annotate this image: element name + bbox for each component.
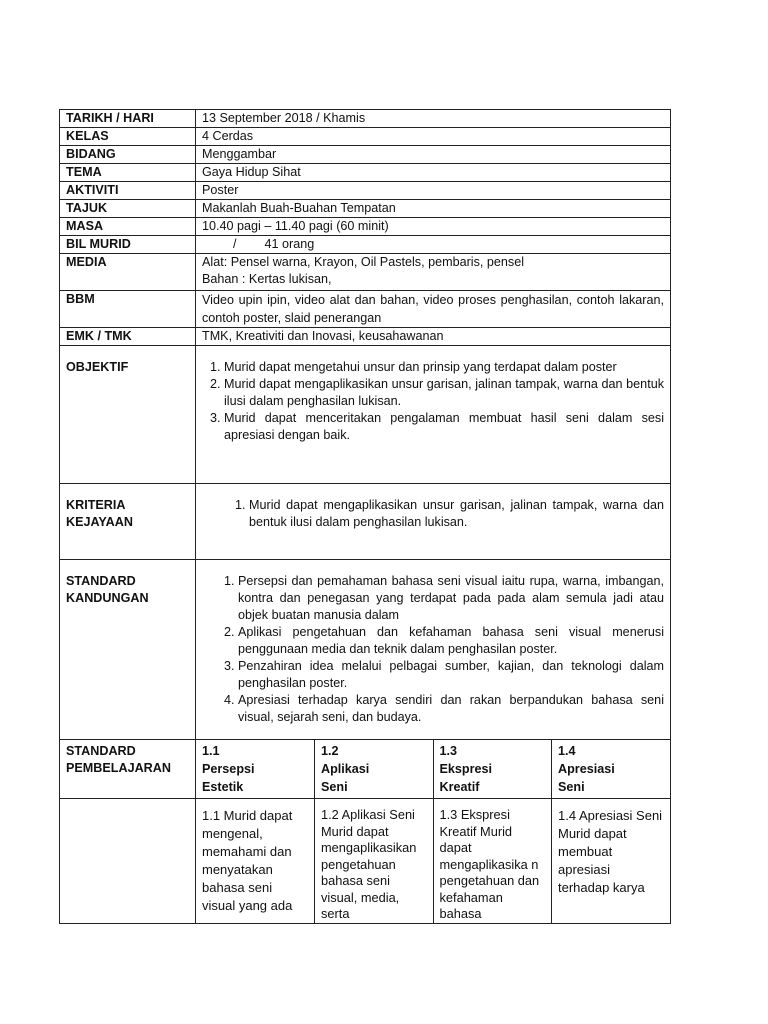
objektif-item: 3. Murid dapat menceritakan pengalaman membuat hasil seni dalam sesi apresiasi dengan baik. xyxy=(224,410,664,444)
sp-head-3 xyxy=(433,740,552,798)
value-kriteria xyxy=(196,484,671,560)
sp-body-2 xyxy=(315,799,434,923)
objektif-item: 2. Murid dapat mengaplikasikan unsur garisan, jalinan tampak, warna dan bentuk ilusi dalam penghasilan lukisan. xyxy=(224,376,664,410)
row-standard-pembelajaran-body xyxy=(60,799,671,924)
sk-item: 2. Aplikasi pengetahuan dan kefahaman bahasa seni visual menerusi penggunaan media dan teknik dalam penghasilan poster. xyxy=(238,624,664,658)
sp-label-2: PEMBELAJARAN xyxy=(66,761,171,775)
value-bbm: Video upin ipin, video alat dan bahan, video proses penghasilan, contoh lakaran, contoh poster, slaid penerangan xyxy=(196,291,671,328)
row-bbm xyxy=(60,291,671,328)
value-media xyxy=(196,254,671,291)
label-standard-pembelajaran xyxy=(60,740,196,799)
row-objektif xyxy=(60,346,671,484)
sk-item: 3. Penzahiran idea melalui pelbagai sumber, kajian, dan teknologi dalam penghasilan poster. xyxy=(238,658,664,692)
kriteria-label-2: KEJAYAAN xyxy=(66,515,133,529)
row-bil-murid xyxy=(60,236,671,254)
row-kriteria xyxy=(60,484,671,560)
value-aktiviti: Poster xyxy=(196,182,671,200)
sp-1-title2: Estetik xyxy=(202,780,244,794)
value-bidang: Menggambar xyxy=(196,146,671,164)
row-aktiviti xyxy=(60,182,671,200)
sp-4-title2: Seni xyxy=(558,780,585,794)
bil-murid-text: / 41 orang xyxy=(233,237,315,251)
media-bahan: Bahan : Kertas lukisan, xyxy=(202,272,332,286)
label-tema: TEMA xyxy=(60,164,196,182)
value-kelas: 4 Cerdas xyxy=(196,128,671,146)
label-aktiviti: AKTIVITI xyxy=(60,182,196,200)
sp-head-table xyxy=(196,740,670,798)
label-tarikh: TARIKH / HARI xyxy=(60,110,196,128)
kriteria-item: 1. Murid dapat mengaplikasikan unsur garisan, jalinan tampak, warna dan bentuk ilusi dalam penghasilan lukisan. xyxy=(249,497,664,531)
sp-3-title1: Ekspresi xyxy=(439,762,493,776)
sk-label-2: KANDUNGAN xyxy=(66,591,149,605)
value-masa: 10.40 pagi – 11.40 pagi (60 minit) xyxy=(196,218,671,236)
value-tarikh: 13 September 2018 / Khamis xyxy=(196,110,671,128)
label-media: MEDIA xyxy=(60,254,196,291)
sp-3-title2: Kreatif xyxy=(439,780,480,794)
label-kriteria xyxy=(60,484,196,560)
row-emk xyxy=(60,328,671,346)
label-emk: EMK / TMK xyxy=(60,328,196,346)
value-tajuk: Makanlah Buah-Buahan Tempatan xyxy=(196,200,671,218)
label-bidang: BIDANG xyxy=(60,146,196,164)
sp-2-num: 1.2 xyxy=(321,744,339,758)
row-tajuk xyxy=(60,200,671,218)
row-masa xyxy=(60,218,671,236)
sp-body-empty xyxy=(60,799,196,924)
sp-3-num: 1.3 xyxy=(439,744,458,758)
label-standard-kandungan xyxy=(60,560,196,740)
sp-2-title2: Seni xyxy=(321,780,348,794)
sp-4-body: 1.4 Apresiasi Seni Murid dapat membuat apresiasi terhadap karya xyxy=(558,808,663,895)
objektif-list xyxy=(202,359,664,444)
row-tema xyxy=(60,164,671,182)
value-emk: TMK, Kreativiti dan Inovasi, keusahawanan xyxy=(196,328,671,346)
sp-4-num: 1.4 xyxy=(558,744,576,758)
media-alat: Alat: Pensel warna, Krayon, Oil Pastels, pembaris, pensel xyxy=(202,255,524,269)
sp-head-1 xyxy=(196,740,315,798)
sk-item: 1. Persepsi dan pemahaman bahasa seni visual iaitu rupa, warna, imbangan, kontra dan penegasan yang terdapat pada pada alam semula jadi atau objek buatan manusia dalam xyxy=(238,573,664,624)
label-bbm: BBM xyxy=(60,291,196,328)
sp-2-body: 1.2 Aplikasi Seni Murid dapat mengaplikasikan pengetahuan bahasa seni visual, media, serta xyxy=(321,807,417,921)
objektif-label-text: OBJEKTIF xyxy=(66,360,129,374)
kriteria-label-1: KRITERIA xyxy=(66,498,126,512)
value-bil-murid xyxy=(196,236,671,254)
sp-body-4 xyxy=(552,799,671,923)
value-tema: Gaya Hidup Sihat xyxy=(196,164,671,182)
label-tajuk: TAJUK xyxy=(60,200,196,218)
label-bil-murid: BIL MURID xyxy=(60,236,196,254)
lesson-plan-table xyxy=(59,109,671,924)
label-kelas: KELAS xyxy=(60,128,196,146)
sp-label-1: STANDARD xyxy=(66,744,136,758)
sp-1-num: 1.1 xyxy=(202,744,220,758)
sk-item: 4. Apresiasi terhadap karya sendiri dan rakan berpandukan bahasa seni visual, sejarah seni, dan budaya. xyxy=(238,692,664,726)
value-standard-kandungan xyxy=(196,560,671,740)
row-kelas xyxy=(60,128,671,146)
sk-label-1: STANDARD xyxy=(66,574,136,588)
sp-head-2 xyxy=(315,740,434,798)
row-standard-pembelajaran-head xyxy=(60,740,671,799)
objektif-item: 1. Murid dapat mengetahui unsur dan prinsip yang terdapat dalam poster xyxy=(224,359,664,376)
label-masa: MASA xyxy=(60,218,196,236)
sp-head-cell xyxy=(196,740,671,799)
row-media xyxy=(60,254,671,291)
sp-body-1 xyxy=(196,799,315,923)
sp-4-title1: Apresiasi xyxy=(558,762,615,776)
row-bidang xyxy=(60,146,671,164)
sp-body-3 xyxy=(433,799,552,923)
value-objektif xyxy=(196,346,671,484)
sp-2-title1: Aplikasi xyxy=(321,762,370,776)
sp-1-body: 1.1 Murid dapat mengenal, memahami dan menyatakan bahasa seni visual yang ada xyxy=(202,808,293,913)
sp-head-4 xyxy=(552,740,671,798)
sp-3-body: 1.3 Ekspresi Kreatif Murid dapat mengaplikasika n pengetahuan dan kefahaman bahasa xyxy=(439,807,540,921)
row-standard-kandungan xyxy=(60,560,671,740)
label-objektif xyxy=(60,346,196,484)
sp-body-cell xyxy=(196,799,671,924)
kriteria-list xyxy=(202,497,664,531)
row-tarikh xyxy=(60,110,671,128)
sp-body-table xyxy=(196,799,670,923)
standard-kandungan-list xyxy=(202,573,664,726)
sp-1-title1: Persepsi xyxy=(202,762,255,776)
